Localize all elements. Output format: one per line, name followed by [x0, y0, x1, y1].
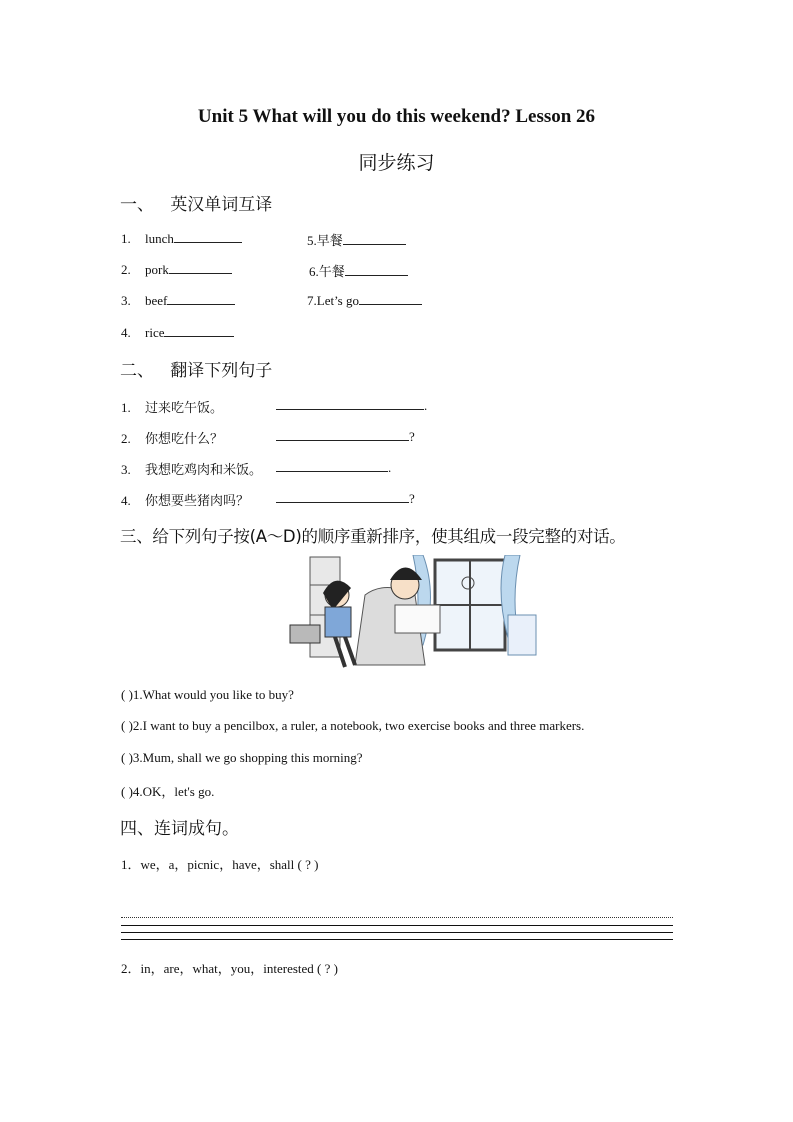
dialogue-item: ( )1.What would you like to buy? [121, 687, 294, 702]
answer-blank: . [276, 397, 427, 414]
dialogue-item: ( )3.Mum, shall we go shopping this morning? [121, 750, 363, 765]
word-order-item: 1．we，a，picnic，have，shall ( ? ) [121, 857, 319, 872]
section-4-heading: 四、连词成句。 [120, 819, 239, 839]
vocab-item: 3. beef [121, 292, 235, 309]
translate-item: 4. 你想要些猪肉吗？ [121, 493, 250, 508]
dialogue-item: ( )4.OK，let's go. [121, 784, 215, 799]
section-1-heading: 一、 英汉单词互译 [120, 195, 273, 215]
answer-blank: ? [276, 490, 415, 507]
vocab-item: 4. rice [121, 324, 234, 341]
answer-blank: ? [276, 428, 415, 445]
vocab-item: 7.Let’s go [307, 292, 422, 309]
writing-line [121, 932, 673, 933]
section-2-heading: 二、 翻译下列句子 [120, 361, 273, 381]
writing-line-dotted [121, 917, 673, 918]
word-order-item: 2．in，are，what，you，interested ( ? ) [121, 961, 338, 976]
vocab-item: 1. lunch [121, 230, 242, 247]
writing-line [121, 939, 673, 940]
translate-item: 2. 你想吃什么？ [121, 431, 224, 446]
vocab-item: 2. pork [121, 261, 232, 278]
vocab-item: 6.午餐 [309, 261, 408, 280]
page-title: Unit 5 What will you do this weekend? Lesson 26 [197, 106, 596, 127]
dialogue-item: ( )2.I want to buy a pencilbox, a ruler, a notebook, two exercise books and three markers. [121, 718, 585, 733]
vocab-item: 5.早餐 [307, 230, 406, 249]
writing-line [121, 925, 673, 926]
translate-item: 1. 过来吃午饭。 [121, 400, 224, 415]
answer-blank: . [276, 459, 391, 476]
section-3-heading: 三、给下列句子按(A～D)的顺序重新排序，使其组成一段完整的对话。 [120, 527, 626, 546]
mother-and-child-illustration [255, 555, 538, 676]
translate-item: 3. 我想吃鸡肉和米饭。 [121, 462, 263, 477]
page-subtitle: 同步练习 [358, 152, 435, 174]
